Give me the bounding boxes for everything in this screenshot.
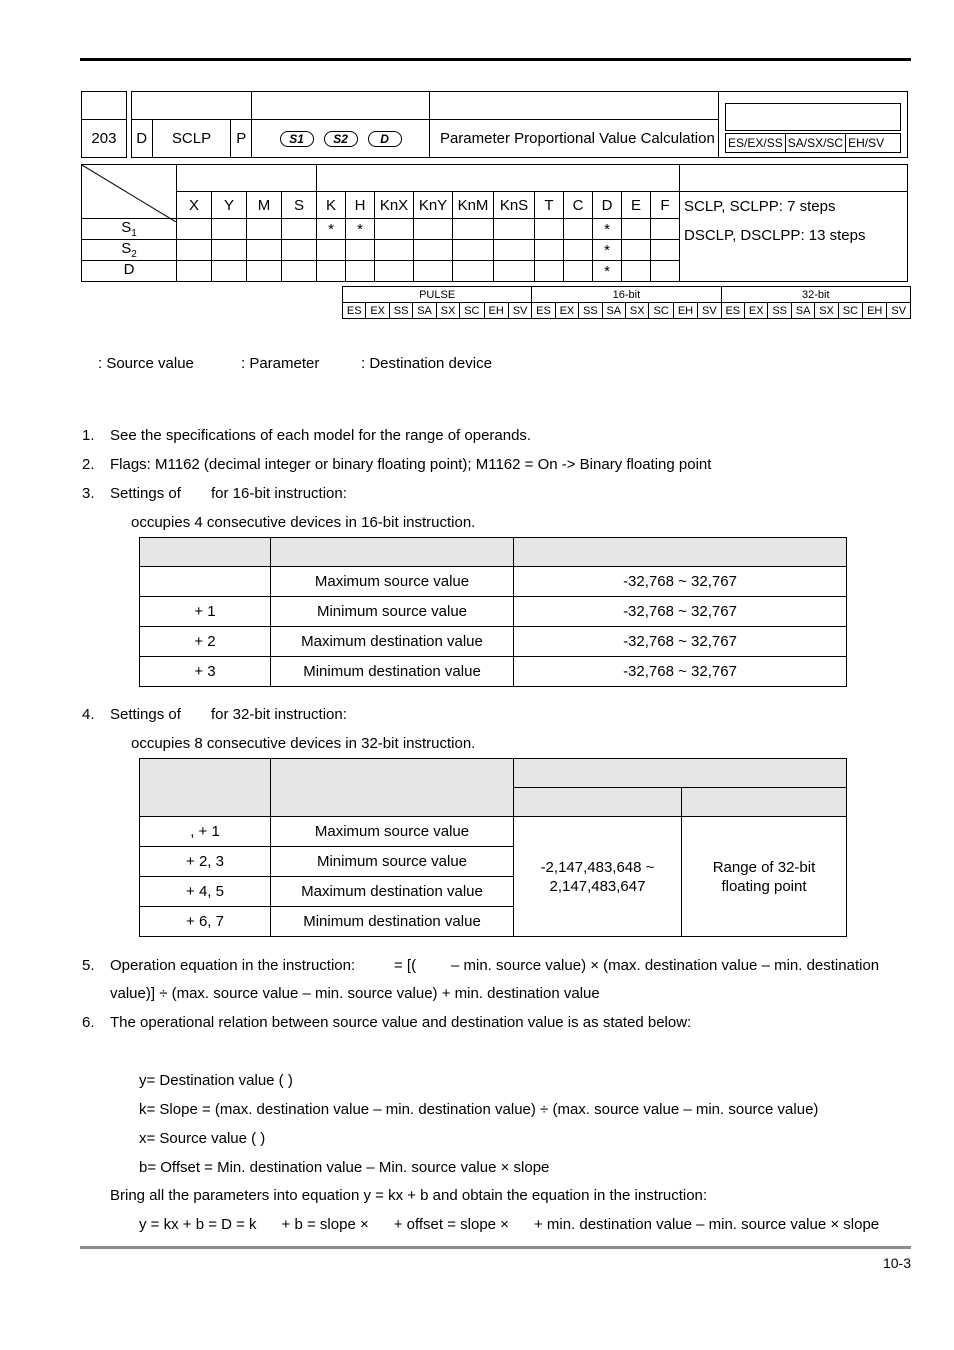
model-cell: EX [555,303,578,319]
range-cell: -32,768 ~ 32,767 [514,567,847,597]
model-box [725,133,901,153]
api-number: 203 [82,120,127,158]
bring-text: Bring all the parameters into equation y = kx + b and obtain the equation in the instruction: [110,1187,708,1204]
model-cell: SV [698,303,721,319]
operand-d-symbol: D [368,131,402,147]
model-cell: SA [413,303,436,319]
model-cell: SA [791,303,814,319]
model-cell: SX [436,303,459,319]
operand-table [81,164,908,282]
column-header: KnM [453,192,494,219]
operand-s1-symbol: S1 [280,131,314,147]
model-label: ES/EX/SS [726,134,786,152]
item-number: 3. [82,485,95,502]
column-header: KnY [414,192,453,219]
mark-cell [212,240,247,261]
k-definition: k= Slope = (max. destination value – min. destination value) ÷ (max. source value – min. source value) [139,1101,819,1118]
description-cell: Maximum source value [271,567,514,597]
model-label: SA/SX/SC [786,134,846,152]
model-cell: SV [508,303,531,319]
item-text: for 16-bit instruction: [211,485,347,502]
mark-cell [564,261,593,282]
range-cell: -32,768 ~ 32,767 [514,627,847,657]
model-cell: ES [532,303,555,319]
mark-cell [651,261,680,282]
mark-cell [247,240,282,261]
function-name: Parameter Proportional Value Calculation [429,120,718,158]
model-cell: ES [721,303,744,319]
steps-32bit: DSCLP, DSCLPP: 13 steps [684,227,866,244]
mark-cell [375,261,414,282]
pulse-table [342,286,911,319]
mark-cell [622,219,651,240]
mark-cell [494,219,535,240]
mark-cell [414,261,453,282]
item-text: Settings of [110,706,181,723]
mark-cell [535,219,564,240]
mark-cell [282,219,317,240]
mnemonic: SCLP [152,120,231,158]
table-row [140,567,847,597]
column-header: KnX [375,192,414,219]
mark-cell [247,219,282,240]
diagonal-line [82,165,176,222]
mark-cell [247,261,282,282]
item-number: 1. [82,427,95,444]
column-header: T [535,192,564,219]
mark-cell [177,261,212,282]
model-cell: EH [863,303,887,319]
bottom-rule [80,1246,911,1249]
column-header: S [282,192,317,219]
item-text: – min. source value) × (max. destination value – min. destination [451,957,880,974]
item-text: for 32-bit instruction: [211,706,347,723]
device-cell [140,567,271,597]
item-number: 5. [82,957,95,974]
final-equation: y = kx + b = D = k + b = slope × + offset = slope × + min. destination value – min. source value × slope [139,1216,880,1233]
instruction-header [81,91,908,158]
model-cell: EX [366,303,389,319]
description-cell: Minimum destination value [271,907,514,937]
row-label: $S_2$ [82,240,177,261]
device-cell: + 2, 3 [140,847,271,877]
item-text: occupies 4 consecutive devices in 16-bit instruction. [131,514,476,531]
mark-cell [622,261,651,282]
mark-cell [375,219,414,240]
p-suffix: P [231,120,252,158]
column-header: E [622,192,651,219]
top-rule [80,58,911,61]
mark-cell [622,240,651,261]
item-text: occupies 8 consecutive devices in 32-bit instruction. [131,735,476,752]
device-cell: + 3 [140,657,271,687]
operand-symbols [252,120,430,158]
mark-cell [177,240,212,261]
model-cell: SX [815,303,838,319]
item-text: See the specifications of each model for the range of operands. [110,427,532,444]
description-cell: Minimum destination value [271,657,514,687]
model-cell: ES [343,303,366,319]
table-16bit [139,537,847,687]
page-number: 10-3 [882,1255,911,1271]
mark-cell [651,240,680,261]
model-cell: SS [768,303,791,319]
column-header: H [346,192,375,219]
legend-source: : Source value [98,355,194,372]
model-cell: EH [673,303,697,319]
steps-cell [680,192,908,282]
group-header: PULSE [343,287,532,303]
steps-16bit: SCLP, SCLPP: 7 steps [684,198,836,215]
item-text: value)] ÷ (max. source value – min. source value) + min. destination value [110,985,600,1002]
mark-cell [317,261,346,282]
column-header: KnS [494,192,535,219]
mark-cell [535,261,564,282]
mark-cell: * [317,219,346,240]
x-definition: x= Source value ( ) [139,1130,266,1147]
device-cell: + 6, 7 [140,907,271,937]
group-header: 16-bit [532,287,721,303]
item-text: Operation equation in the instruction: [110,957,356,974]
group-header: 32-bit [721,287,910,303]
column-header: D [593,192,622,219]
mark-cell: * [593,240,622,261]
mark-cell [651,219,680,240]
model-cell: SS [579,303,602,319]
item-text: Settings of [110,485,181,502]
legend-parameter: : Parameter [241,355,320,372]
item-text: The operational relation between source value and destination value is as stated below: [110,1014,692,1031]
column-header: Y [212,192,247,219]
device-cell: + 4, 5 [140,877,271,907]
mark-cell [564,219,593,240]
description-cell: Maximum destination value [271,627,514,657]
table-row [140,597,847,627]
row-label: D [82,261,177,282]
legend-destination: : Destination device [361,355,492,372]
mark-cell [494,261,535,282]
mark-cell: * [593,219,622,240]
table-row [140,817,847,847]
description-cell: Minimum source value [271,847,514,877]
mark-cell [282,240,317,261]
float-range-cell: Range of 32-bit floating point [682,817,847,937]
model-cell: EX [745,303,768,319]
column-header: F [651,192,680,219]
range-cell: -32,768 ~ 32,767 [514,657,847,687]
mark-cell [535,240,564,261]
device-cell: , + 1 [140,817,271,847]
diagonal-corner [82,165,177,219]
operand-s2-symbol: S2 [324,131,358,147]
b-definition: b= Offset = Min. destination value – Min. source value × slope [139,1159,550,1176]
mark-cell [375,240,414,261]
item-number: 2. [82,456,95,473]
column-header: X [177,192,212,219]
mark-cell [177,219,212,240]
row-label: $S_1$ [82,219,177,240]
d-prefix: D [131,120,152,158]
mark-cell [414,219,453,240]
mark-cell [453,219,494,240]
model-cell: SA [602,303,625,319]
model-cell: SS [389,303,412,319]
device-cell: + 1 [140,597,271,627]
mark-cell [346,261,375,282]
item-number: 4. [82,706,95,723]
model-label: EH/SV [848,135,885,150]
y-definition: y= Destination value ( ) [139,1072,293,1089]
description-cell: Maximum source value [271,817,514,847]
column-header: M [247,192,282,219]
mark-cell: * [346,219,375,240]
model-box-top [725,103,901,131]
mark-cell [414,240,453,261]
model-cell: SC [838,303,862,319]
mark-cell: * [593,261,622,282]
description-cell: Maximum destination value [271,877,514,907]
mark-cell [282,261,317,282]
column-header: C [564,192,593,219]
range-cell: -32,768 ~ 32,767 [514,597,847,627]
model-cell: SC [460,303,484,319]
item-number: 6. [82,1014,95,1031]
mark-cell [564,240,593,261]
model-cell: SC [649,303,673,319]
model-cell: SX [626,303,649,319]
table-row [140,627,847,657]
table-32bit [139,758,847,937]
mark-cell [346,240,375,261]
model-cell: EH [484,303,508,319]
mark-cell [212,219,247,240]
mark-cell [453,240,494,261]
model-cell: SV [887,303,911,319]
integer-range-cell: -2,147,483,648 ~ 2,147,483,647 [514,817,682,937]
description-cell: Minimum source value [271,597,514,627]
column-header: K [317,192,346,219]
device-cell: + 2 [140,627,271,657]
item-text: Flags: M1162 (decimal integer or binary floating point); M1162 = On -> Binary floating point [110,456,712,473]
mark-cell [317,240,346,261]
table-row [140,657,847,687]
mark-cell [494,240,535,261]
item-text: = [( [394,957,417,974]
mark-cell [453,261,494,282]
mark-cell [212,261,247,282]
